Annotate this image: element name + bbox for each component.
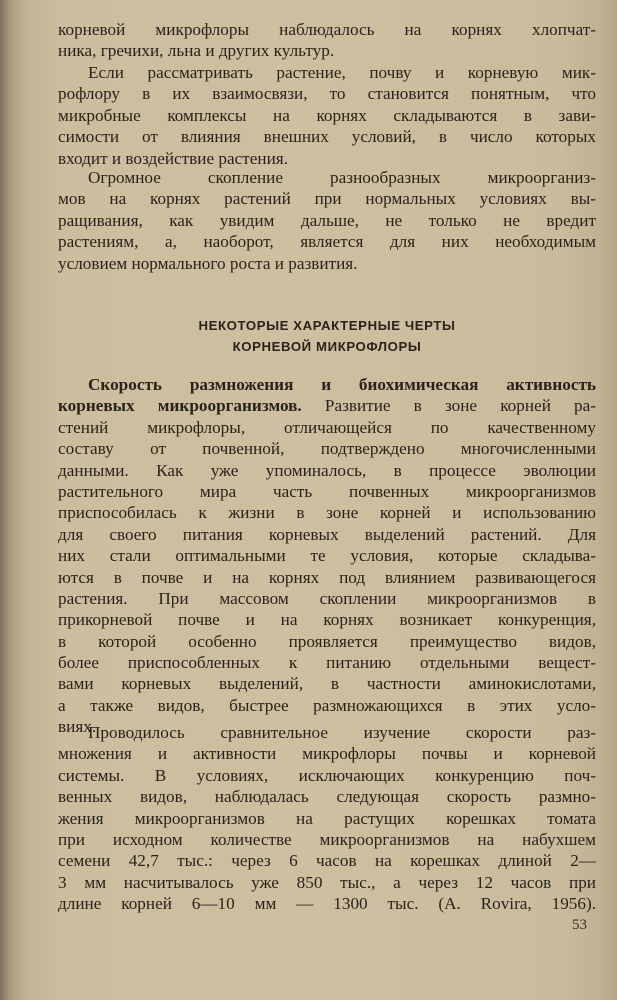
text-line: растениям, а, наоборот, является для них необходимым	[58, 232, 596, 252]
text-line: входит и воздействие растения.	[58, 148, 289, 168]
text-line: в которой особенно проявляется преимущество видов,	[58, 631, 596, 651]
text-line: а также видов, быстрее размножающихся в этих усло-	[58, 695, 596, 715]
paragraph-5	[58, 722, 596, 915]
text-line: жения микроорганизмов на растущих корешках томата	[58, 808, 596, 828]
text-line: растения. При массовом скоплении микроорганизмов в	[58, 588, 596, 608]
text-line: прикорневой почве и на корнях возникает конкуренция,	[58, 610, 596, 630]
text-line	[58, 395, 596, 416]
text-line: семени 42,7 тыс.: через 6 часов на корешках длиной 2—	[58, 851, 596, 871]
paragraph-1	[58, 19, 596, 62]
text-line: Если рассматривать растение, почву и корневую мик-	[88, 63, 596, 82]
text-line: более приспособленных к питанию отдельными вещест-	[58, 653, 596, 673]
text-line: стений микрофлоры, отличающейся по качественному	[58, 417, 596, 437]
text-line: симости от влияния внешних условий, в число которых	[58, 127, 596, 147]
text-line: венных видов, наблюдалась следующая скорость размно-	[58, 787, 596, 807]
text-line: мов на корнях растений при нормальных условиях вы-	[58, 189, 596, 209]
paragraph-4	[58, 374, 596, 738]
text-line: растительного мира часть почвенных микроорганизмов	[58, 481, 596, 501]
text-line: условием нормального роста и развития.	[58, 253, 358, 273]
text-line: рофлору в их взаимосвязи, то становится понятным, что	[58, 84, 596, 104]
text-line: приспособилась к жизни в зоне корней и использованию	[58, 503, 596, 523]
text-line: микробные комплексы на корнях складываются в зави-	[58, 105, 596, 125]
bold-run-in-title: Скорость размножения и биохимическая активность	[88, 375, 596, 394]
section-heading	[58, 315, 596, 357]
text-line: длине корней 6—10 мм — 1300 тыс. (A. Rovira, 1956).	[58, 894, 596, 914]
text-line: данными. Как уже упоминалось, в процессе эволюции	[58, 460, 596, 480]
text-line: них стали оптимальными те условия, которые складыва-	[58, 546, 596, 566]
section-heading-line-2: КОРНЕВОЙ МИКРОФЛОРЫ	[232, 339, 422, 354]
text-line: вами корневых выделений, в частности аминокислотами,	[58, 674, 596, 694]
text-line: виях.	[58, 717, 97, 737]
section-heading-line-1: НЕКОТОРЫЕ ХАРАКТЕРНЫЕ ЧЕРТЫ	[198, 318, 456, 333]
text-line: составу от почвенной, подтверждено многочисленными	[58, 439, 596, 459]
text-run: Развитие в зоне корней ра-	[301, 396, 596, 416]
bold-run-in-title-end: корневых микроорганизмов.	[58, 396, 302, 416]
text-line: Огромное скопление разнообразных микроорганиз-	[88, 168, 596, 187]
text-line: при исходном количестве микроорганизмов на набухшем	[58, 829, 596, 849]
text-line: ника, гречихи, льна и других культур.	[58, 41, 335, 61]
page-number: 53	[572, 917, 587, 933]
text-line: ются в почве и на корнях под влиянием развивающегося	[58, 567, 596, 587]
text-line: системы. В условиях, исключающих конкуренцию поч-	[58, 765, 596, 785]
text-line: множения и активности микрофлоры почвы и корневой	[58, 744, 596, 764]
text-line: ращивания, как увидим дальше, не только не вредит	[58, 210, 596, 230]
text-line: 3 мм насчитывалось уже 850 тыс., а через 12 часов при	[58, 872, 596, 892]
paragraph-2	[58, 62, 596, 169]
paragraph-3	[58, 167, 596, 274]
text-line: корневой микрофлоры наблюдалось на корнях хлопчат-	[58, 20, 596, 39]
text-line: для своего питания корневых выделений растений. Для	[58, 524, 596, 544]
text-line: Проводилось сравнительное изучение скорости раз-	[88, 723, 596, 742]
